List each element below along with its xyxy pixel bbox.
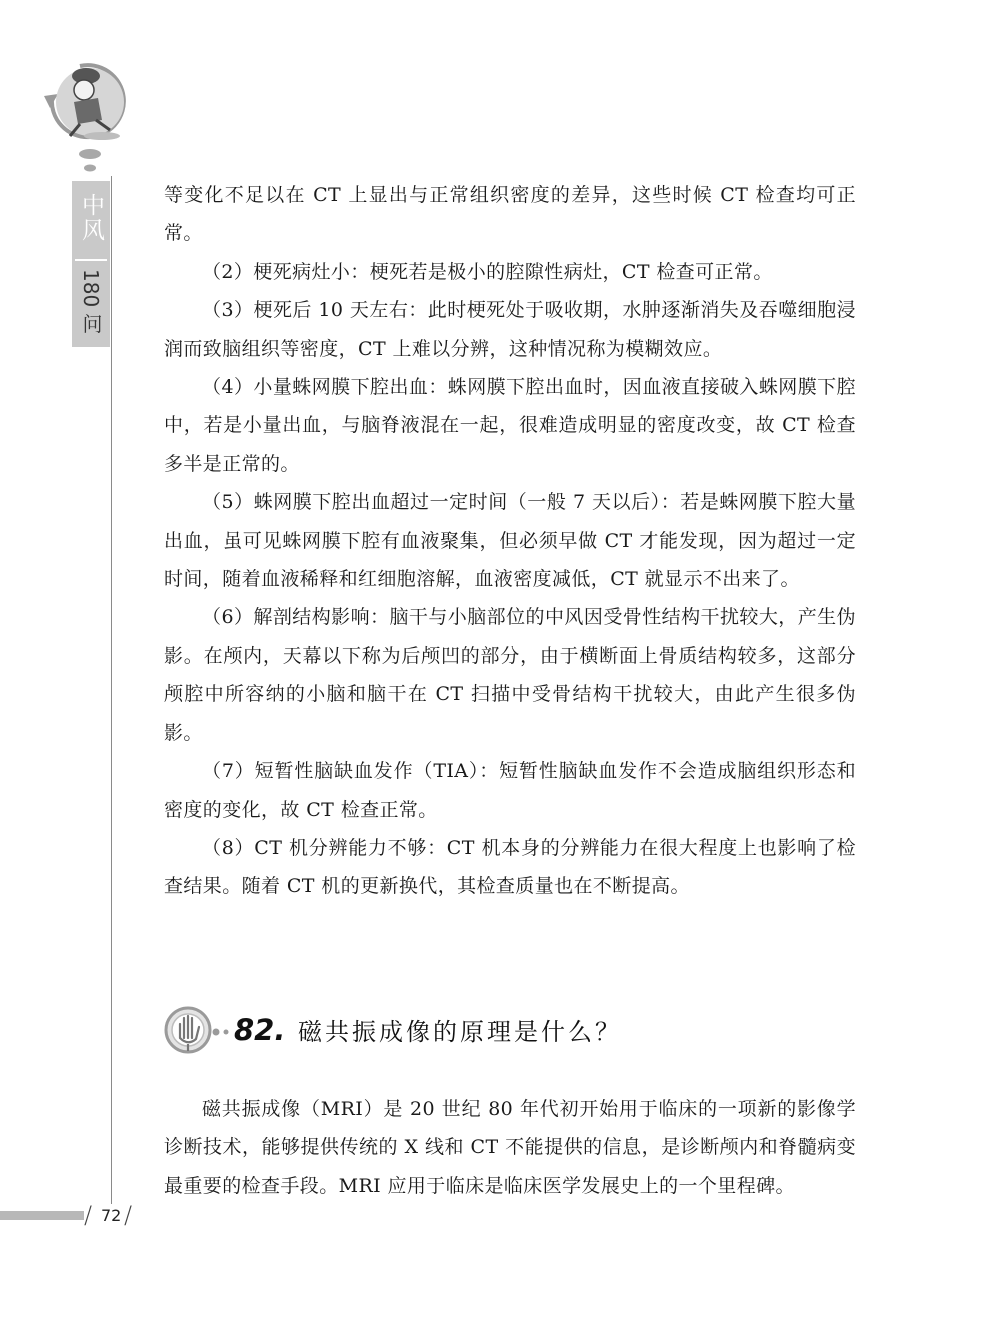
paragraph-item-2: （2）梗死病灶小：梗死若是极小的腔隙性病灶，CT 检查可正常。: [202, 260, 773, 283]
slash-right-glyph: /: [124, 1201, 133, 1229]
paragraph-item-7: （7）短暂性脑缺血发作（TIA）：短暂性脑缺血发作不会造成脑组织形态和密度的变化，故 CT 检查正常。: [164, 760, 856, 821]
paragraph-item-6: （6）解剖结构影响：脑干与小脑部位的中风因受骨性结构干扰较大，产生伪影。在颅内，天幕以下称为后颅凹的部分，由于横断面上骨质结构较多，这部分颅腔中所容纳的小脑和脑干在 CT 扫描中受骨结构干扰较大，由此产生很多伪影。: [164, 606, 856, 744]
section-number: 82.: [234, 1013, 286, 1047]
left-margin-line: [111, 176, 112, 1204]
page-number-bar: [0, 1211, 84, 1220]
section-heading: [164, 1002, 856, 1060]
body-text-bottom: [164, 1090, 856, 1205]
page-number-box: [84, 1200, 144, 1230]
slash-left-glyph: /: [84, 1201, 93, 1229]
book-subtitle: 180 问: [79, 269, 103, 334]
paragraph-item-3: （3）梗死后 10 天左右：此时梗死处于吸收期，水肿逐渐消失及吞噬细胞浸润而致脑组织等密度，CT 上难以分辨，这种情况称为模糊效应。: [164, 299, 856, 360]
paragraph-mri-intro: 磁共振成像（MRI）是 20 世纪 80 年代初开始用于临床的一项新的影像学诊断技术，能够提供传统的 X 线和 CT 不能提供的信息，是诊断颅内和脊髓病变最重要的检查手段。MRI 应用于临床是临床医学发展史上的一个里程碑。: [164, 1098, 856, 1197]
paragraph-item-4: （4）小量蛛网膜下腔出血：蛛网膜下腔出血时，因血液直接破入蛛网膜下腔中，若是小量出血，与脑脊液混在一起，很难造成明显的密度改变，故 CT 检查多半是正常的。: [164, 376, 856, 475]
mascot-illustration: [40, 58, 140, 178]
section-title: 磁共振成像的原理是什么？: [298, 1018, 622, 1046]
paragraph-item-5: （5）蛛网膜下腔出血超过一定时间（一般 7 天以后）：若是蛛网膜下腔大量出血，虽可见蛛网膜下腔有血液聚集，但必须早做 CT 才能发现，因为超过一定时间，随着血液稀释和红细胞溶解，血液密度减低，CT 就显示不出来了。: [164, 491, 856, 591]
paragraph-item-8: （8）CT 机分辨能力不够：CT 机本身的分辨能力在很大程度上也影响了检查结果。随着 CT 机的更新换代，其检查质量也在不断提高。: [164, 836, 856, 898]
hand-skeleton-icon: [164, 1002, 234, 1058]
book-category: 中风: [78, 193, 104, 243]
side-tab-divider: [75, 259, 107, 261]
paragraph-continuation: 等变化不足以在 CT 上显出与正常组织密度的差异，这些时候 CT 检查均可正常。: [164, 184, 856, 245]
body-text-top: [164, 176, 856, 906]
page-number: 72: [101, 1206, 122, 1225]
side-tab: [72, 181, 110, 347]
